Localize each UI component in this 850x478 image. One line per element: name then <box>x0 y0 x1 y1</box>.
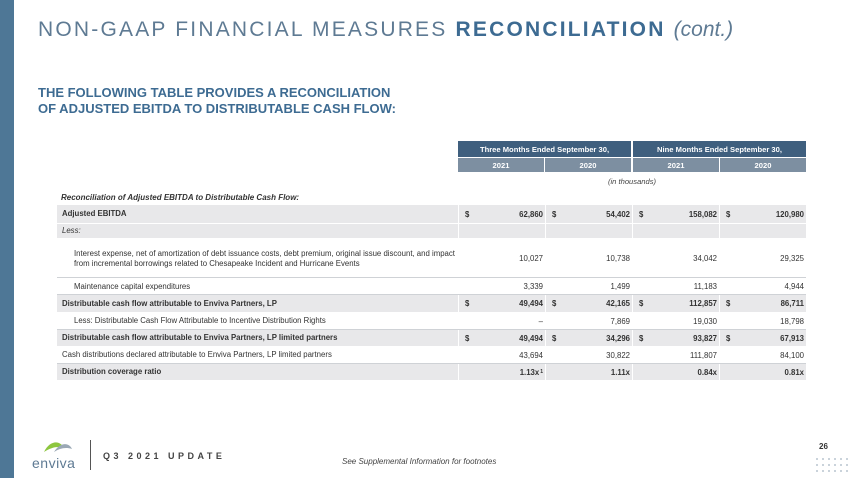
value-cell: 1,499 <box>610 282 630 291</box>
table-row-less <box>57 224 806 238</box>
value-cell: 3,339 <box>523 282 543 291</box>
value-cell: 120,980 <box>775 209 804 219</box>
value-cell: 67,913 <box>780 333 804 343</box>
currency-symbol: $ <box>639 299 644 308</box>
value-cell: 62,860 <box>519 209 543 219</box>
currency-symbol: $ <box>552 333 557 343</box>
units-label: (in thousands) <box>607 177 657 186</box>
table-row-adjusted-ebitda <box>57 205 806 223</box>
value-cell: 30,822 <box>606 350 630 360</box>
row-label: Maintenance capital expenditures <box>74 281 191 291</box>
footer-divider <box>90 440 91 470</box>
value-cell: 19,030 <box>693 316 717 326</box>
value-cell: 10,738 <box>606 254 630 263</box>
value-cell: 0.84x <box>697 367 717 377</box>
header-year-n-2021: 2021 <box>633 158 719 172</box>
decorative-dots <box>814 456 848 476</box>
subtitle-line-2: OF ADJUSTED EBITDA TO DISTRIBUTABLE CASH FLOW: <box>38 101 396 116</box>
table-row-dcf-lp <box>57 330 806 346</box>
value-cell: 54,402 <box>606 209 630 219</box>
currency-symbol: $ <box>552 299 557 308</box>
header-year-n-2020: 2020 <box>720 158 806 172</box>
currency-symbol: $ <box>639 209 644 219</box>
currency-symbol: $ <box>726 299 731 308</box>
currency-symbol: $ <box>726 333 731 343</box>
row-label: Distribution coverage ratio <box>62 367 162 376</box>
header-three-months: Three Months Ended September 30, <box>458 141 631 157</box>
currency-symbol: $ <box>639 333 644 343</box>
value-cell: 49,494 <box>519 333 543 343</box>
currency-symbol: $ <box>726 209 731 219</box>
value-cell: 34,042 <box>693 254 717 263</box>
section-title: Reconciliation of Adjusted EBITDA to Distributable Cash Flow: <box>61 193 300 202</box>
value-cell: 1.13x <box>519 367 540 377</box>
table-row-idr <box>57 313 806 330</box>
subtitle-line-1: THE FOLLOWING TABLE PROVIDES A RECONCILIATION <box>38 85 391 100</box>
row-label: Cash distributions declared attributable to Enviva Partners, LP limited partners <box>62 350 332 359</box>
table-row-cash-distributions <box>57 347 806 364</box>
row-label: Less: Distributable Cash Flow Attributable to Incentive Distribution Rights <box>74 316 326 325</box>
footnote-marker: 1 <box>540 369 543 375</box>
value-cell: – <box>538 316 543 326</box>
value-cell: 11,183 <box>693 282 717 291</box>
value-cell: 7,869 <box>610 316 630 326</box>
value-cell: 1.11x <box>610 367 630 377</box>
logo-leaf-icon <box>42 438 74 456</box>
value-cell: 158,082 <box>688 209 717 219</box>
currency-symbol: $ <box>465 299 470 308</box>
value-cell: 42,165 <box>606 299 630 308</box>
currency-symbol: $ <box>552 209 557 219</box>
value-cell: 34,296 <box>606 333 630 343</box>
logo-text: enviva <box>32 455 76 471</box>
subtitle <box>38 85 396 117</box>
header-year-q-2020: 2020 <box>545 158 631 172</box>
row-label: Adjusted EBITDA <box>62 209 127 218</box>
row-label: Less: <box>62 226 81 235</box>
row-label: Distributable cash flow attributable to Enviva Partners, LP <box>62 298 277 308</box>
table-row-dcf <box>57 295 806 312</box>
value-cell: 49,494 <box>519 299 543 308</box>
value-cell: 112,857 <box>689 299 717 308</box>
currency-symbol: $ <box>465 209 470 219</box>
page-number: 26 <box>819 442 828 451</box>
value-cell: 18,798 <box>780 316 804 326</box>
table-row-interest-expense <box>57 240 806 278</box>
value-cell: 86,711 <box>780 299 804 308</box>
currency-symbol: $ <box>465 333 470 343</box>
title-cont: (cont.) <box>673 18 734 41</box>
left-accent-bar <box>0 0 14 478</box>
header-year-q-2021: 2021 <box>458 158 544 172</box>
row-label: Distributable cash flow attributable to Enviva Partners, LP limited partners <box>62 333 338 342</box>
page-title <box>38 18 733 42</box>
footnote-note: See Supplemental Information for footnotes <box>342 457 497 466</box>
row-label: Interest expense, net of amortization of debt issuance costs, debt premium, original issue discount, and impact from incremental borrowings related to Chesapeake Incident and Hurricane Events <box>74 248 455 268</box>
table-row-coverage-ratio <box>57 364 806 380</box>
table-row-maintenance-capex <box>57 279 806 295</box>
title-main: NON-GAAP FINANCIAL MEASURES <box>38 18 448 41</box>
value-cell: 29,325 <box>780 254 804 263</box>
value-cell: 0.81x <box>784 367 804 377</box>
value-cell: 84,100 <box>780 350 804 360</box>
title-bold: RECONCILIATION <box>455 18 666 41</box>
value-cell: 111,807 <box>689 350 717 360</box>
header-nine-months: Nine Months Ended September 30, <box>633 141 806 157</box>
value-cell: 4,944 <box>784 282 804 291</box>
update-label: Q3 2021 UPDATE <box>103 451 226 461</box>
value-cell: 10,027 <box>519 254 543 263</box>
value-cell: 43,694 <box>519 350 543 360</box>
value-cell: 93,827 <box>693 333 717 343</box>
